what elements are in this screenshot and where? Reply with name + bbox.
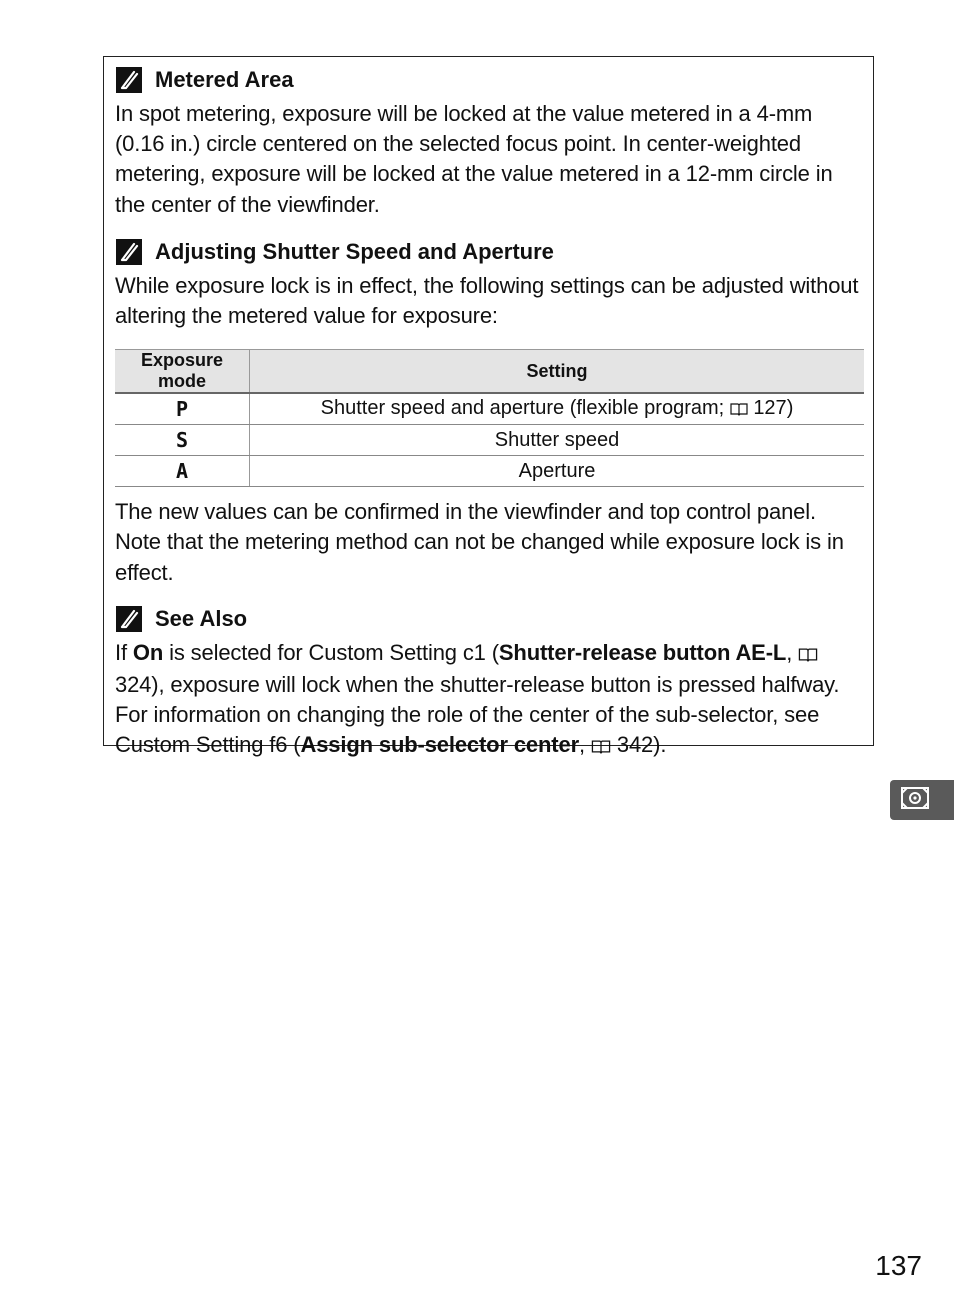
table-header-row	[115, 350, 864, 394]
table-row	[115, 425, 864, 456]
column-header-setting: Setting	[250, 350, 865, 394]
notes-box	[103, 56, 874, 758]
setting-c1-name: Shutter-release button AE-L	[498, 639, 787, 665]
note-heading-adjusting	[115, 233, 863, 271]
note-heading-metered-area	[115, 61, 863, 99]
exposure-mode-table	[115, 349, 864, 487]
metering-icon	[900, 786, 930, 815]
pencil-note-icon	[115, 66, 143, 94]
book-icon	[798, 640, 818, 670]
note-title: Metered Area	[155, 67, 294, 92]
table-row	[115, 393, 864, 425]
table-row	[115, 456, 864, 487]
note-title: See Also	[155, 605, 248, 631]
page-ref: 324	[115, 672, 152, 698]
text-run: is selected for Custom Setting c1 (	[163, 639, 499, 665]
mode-cell: P	[115, 393, 250, 425]
column-header-exposure-mode: Exposure mode	[115, 350, 250, 394]
mode-cell: S	[115, 425, 250, 456]
note-body: In spot metering, exposure will be locked at the value metered in a 4-mm (0.16 in.) circle centered on the selected focus point. In center-weighted metering, exposure will be locked at the value metered in a 12-mm circle in the center of the viewfinder.	[115, 101, 833, 217]
setting-text: Shutter speed and aperture (flexible program;	[320, 396, 730, 419]
pencil-note-icon	[115, 605, 143, 633]
note-outro: The new values can be confirmed in the viewfinder and top control panel. Note that the metering method can not be changed while exposure lock is in effect.	[115, 499, 844, 585]
note-title: Adjusting Shutter Speed and Aperture	[155, 238, 554, 264]
text-run: ), exposure will lock when the shutter-release button is pressed halfway. For information on changing the role of the center of the sub-selector, see Custom Setting f6 (	[115, 672, 840, 758]
text-run: If	[115, 639, 133, 665]
page-ref: 342	[616, 732, 654, 758]
page-ref: 127	[753, 396, 787, 419]
see-also-body	[115, 638, 863, 763]
chapter-tab	[890, 780, 954, 820]
setting-f6-name: Assign sub-selector center	[300, 732, 579, 758]
setting-text-end: )	[786, 396, 794, 419]
setting-cell: Aperture	[250, 456, 865, 487]
text-run: ,	[786, 639, 799, 665]
pencil-note-icon	[115, 238, 143, 266]
mode-cell: A	[115, 456, 250, 487]
book-icon	[730, 399, 748, 422]
page-number: 137	[875, 1250, 922, 1281]
setting-on: On	[132, 639, 164, 665]
setting-cell	[250, 393, 865, 425]
text-run: ,	[578, 732, 591, 758]
book-icon	[591, 732, 611, 762]
text-run: ).	[653, 732, 667, 758]
note-intro: While exposure lock is in effect, the following settings can be adjusted without altering the metered value for exposure:	[115, 272, 859, 329]
note-heading-see-also	[115, 600, 863, 638]
setting-cell: Shutter speed	[250, 425, 865, 456]
